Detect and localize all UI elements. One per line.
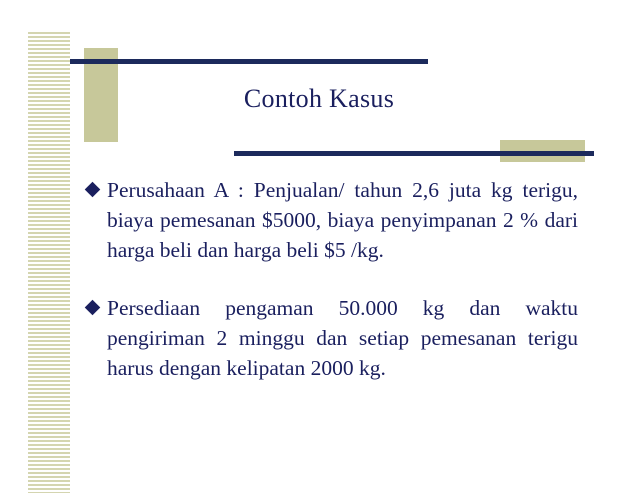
bullet-text: Persediaan pengaman 50.000 kg dan waktu pengiriman 2 minggu dan setiap pemesanan terigu harus dengan kelipatan 2000 kg.: [107, 296, 578, 380]
diamond-bullet-icon: [85, 300, 101, 316]
slide-title: Contoh Kasus: [243, 84, 395, 113]
list-item: [84, 175, 578, 265]
title-rule-top: [70, 59, 428, 64]
list-item: [84, 293, 578, 383]
bullet-list: [84, 175, 578, 411]
diamond-bullet-icon: [85, 182, 101, 198]
title-rule-bottom: [234, 151, 594, 156]
bullet-text: Perusahaan A : Penjualan/ tahun 2,6 juta kg terigu, biaya pemesanan $5000, biaya penyimpanan 2 % dari harga beli dan harga beli $5 /kg.: [107, 178, 578, 262]
